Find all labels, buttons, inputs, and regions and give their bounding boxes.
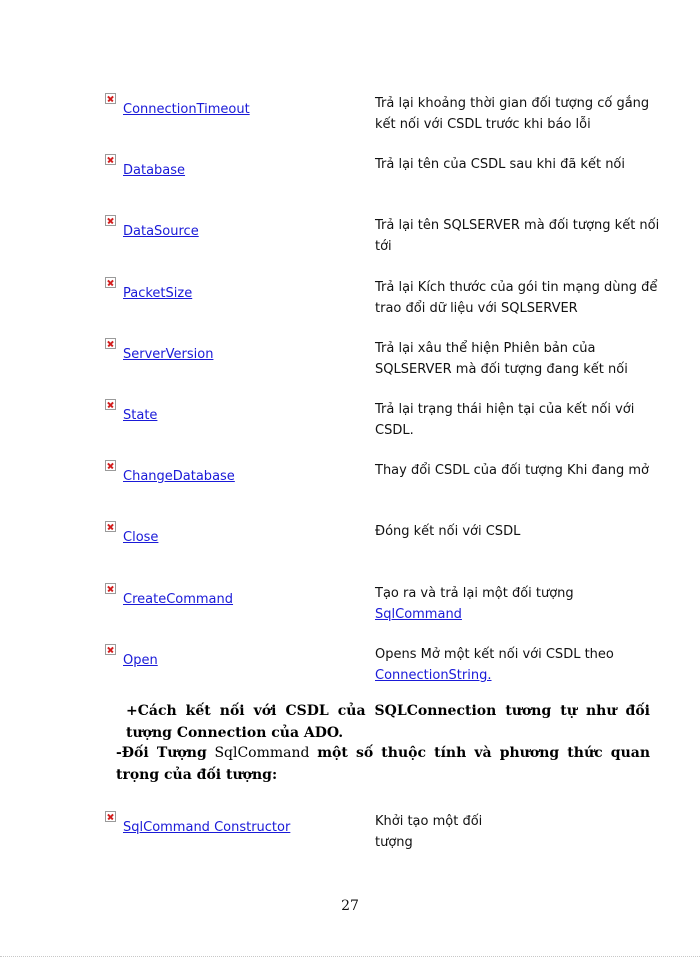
paragraph-bold-end: một số thuộc tính và phương thức quan trọng của đối tượng:	[116, 745, 650, 783]
page-number: 27	[341, 898, 359, 914]
paragraph-sqlcommand	[116, 742, 650, 786]
member-description: Thay đổi CSDL của đối tượng Khi đang mở	[375, 463, 649, 478]
member-link-sqlcommand-constructor[interactable]: SqlCommand Constructor	[123, 820, 291, 835]
description-text: Opens Mở một kết nối với CSDL theo	[375, 647, 614, 662]
description-text: Tạo ra và trả lại một đối tượng	[375, 586, 574, 601]
member-description: Trả lại tên của CSDL sau khi đã kết nối	[375, 157, 625, 172]
member-link-serverversion[interactable]: ServerVersion	[123, 347, 214, 362]
member-row	[0, 811, 700, 869]
broken-image-icon	[105, 460, 116, 471]
member-link-createcommand[interactable]: CreateCommand	[123, 592, 234, 607]
member-description: Đóng kết nối với CSDL	[375, 524, 521, 539]
member-row	[0, 583, 700, 641]
connectionstring-link[interactable]: ConnectionString.	[375, 668, 492, 683]
member-link-open[interactable]: Open	[123, 653, 158, 668]
member-link-close[interactable]: Close	[123, 530, 159, 545]
member-row	[0, 338, 700, 396]
member-description	[375, 583, 660, 625]
member-link-packetsize[interactable]: PacketSize	[123, 286, 193, 301]
member-row	[0, 154, 700, 212]
member-row	[0, 277, 700, 335]
page-bottom-divider	[0, 956, 700, 957]
paragraph-connection	[126, 700, 650, 744]
member-link-datasource[interactable]: DataSource	[123, 224, 199, 239]
member-link-database[interactable]: Database	[123, 163, 186, 178]
broken-image-icon	[105, 583, 116, 594]
broken-image-icon	[105, 399, 116, 410]
member-row	[0, 644, 700, 702]
broken-image-icon	[105, 811, 116, 822]
broken-image-icon	[105, 521, 116, 532]
member-row	[0, 460, 700, 518]
member-link-state[interactable]: State	[123, 408, 158, 423]
paragraph-bold-start: -Đối Tượng	[116, 745, 207, 761]
member-row	[0, 93, 700, 151]
broken-image-icon	[105, 644, 116, 655]
paragraph-bold-text: +Cách kết nối với CSDL của SQLConnection tương tự như đối tượng Connection của ADO.	[126, 703, 650, 741]
member-row	[0, 521, 700, 579]
member-row	[0, 399, 700, 457]
member-link-changedatabase[interactable]: ChangeDatabase	[123, 469, 235, 484]
member-link-connectiontimeout[interactable]: ConnectionTimeout	[123, 102, 250, 117]
member-row	[0, 215, 700, 273]
member-description: Trả lại Kích thước của gói tin mạng dùng để trao đổi dữ liệu với SQLSERVER	[375, 280, 658, 316]
broken-image-icon	[105, 277, 116, 288]
broken-image-icon	[105, 338, 116, 349]
paragraph-normal-text: SqlCommand	[206, 745, 318, 761]
member-description: Trả lại xâu thể hiện Phiên bản của SQLSERVER mà đối tượng đang kết nối	[375, 341, 628, 377]
broken-image-icon	[105, 154, 116, 165]
broken-image-icon	[105, 93, 116, 104]
broken-image-icon	[105, 215, 116, 226]
member-description: Trả lại trạng thái hiện tại của kết nối với CSDL.	[375, 402, 635, 438]
member-description: Trả lại tên SQLSERVER mà đối tượng kết nối tới	[375, 218, 660, 254]
member-description	[375, 644, 660, 686]
member-description: Khởi tạo một đối tượng	[375, 814, 483, 850]
member-description: Trả lại khoảng thời gian đối tượng cố gắng kết nối với CSDL trước khi báo lỗi	[375, 96, 650, 132]
sqlcommand-link[interactable]: SqlCommand	[375, 607, 462, 622]
